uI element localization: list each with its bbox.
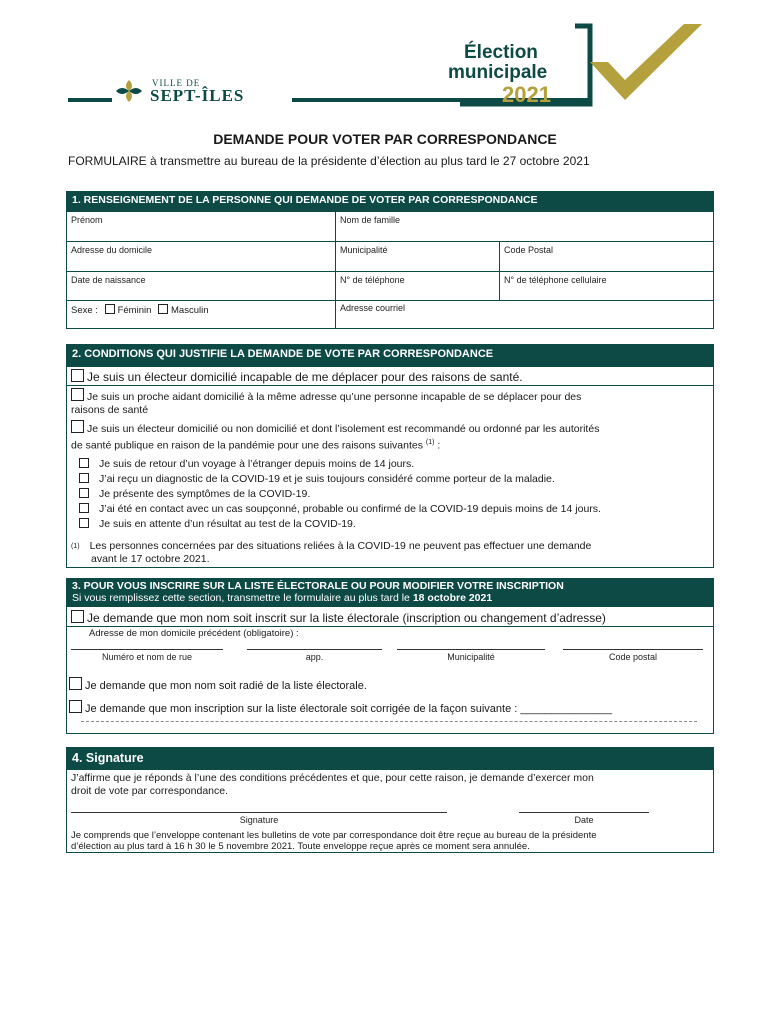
section4-heading: 4. Signature xyxy=(66,747,714,769)
list-item: Je suis de retour d’un voyage à l’étranger depuis moins de 14 jours. xyxy=(79,457,709,472)
code-postal-line[interactable] xyxy=(563,649,703,650)
municipalite-line-label: Municipalité xyxy=(447,652,495,662)
condition-3-label-a: Je suis un électeur domicilié ou non domicilié et dont l’isolement est recommandé ou ordonné par les autorités xyxy=(87,423,600,435)
election-badge xyxy=(440,22,710,112)
reason-checkbox[interactable] xyxy=(79,473,89,483)
envelope-note: Je comprends que l’enveloppe contenant les bulletins de vote par correspondance doit être reçue au bureau de la présidente d’élection au plus tard à 16 h 30 le 5 novembre 2021. Toute enveloppe reçue après ce moment sera annulée. xyxy=(71,830,597,852)
prev-address-label: Adresse de mon domicile précédent (obligatoire) : xyxy=(89,628,299,639)
sexe-label: Sexe : xyxy=(71,305,98,316)
fleur-emblem-icon xyxy=(112,76,146,106)
numero-label: Numéro et nom de rue xyxy=(101,652,193,662)
condition-3-label-b: de santé publique en raison de la pandémie pour une des raisons suivantes xyxy=(71,439,423,452)
app-line[interactable] xyxy=(247,649,382,650)
adresse-label: Adresse du domicile xyxy=(71,245,153,255)
nom-label: Nom de famille xyxy=(340,215,401,225)
correction-checkbox[interactable] xyxy=(69,700,82,713)
list-item: J’ai reçu un diagnostic de la COVID-19 et je suis toujours considéré comme porteur de la maladie. xyxy=(79,472,709,487)
signature-label: Signature xyxy=(239,815,279,825)
correction-line[interactable] xyxy=(81,721,697,722)
cellulaire-label: N° de téléphone cellulaire xyxy=(504,275,607,285)
section4-box xyxy=(66,769,714,853)
city-logo xyxy=(112,76,292,106)
section3-box xyxy=(66,606,714,734)
cellulaire-field[interactable] xyxy=(500,272,713,300)
condition-2-label-b: raisons de santé xyxy=(71,404,149,416)
telephone-label: N° de téléphone xyxy=(340,275,405,285)
radiation-option xyxy=(69,677,367,692)
municipalite-line[interactable] xyxy=(397,649,545,650)
section1-form xyxy=(66,211,714,329)
code-postal-label: Code Postal xyxy=(504,245,554,255)
election-year: 2021 xyxy=(502,82,551,107)
correction-option xyxy=(69,700,612,715)
prenom-field[interactable] xyxy=(67,212,335,241)
telephone-field[interactable] xyxy=(336,272,499,300)
page-subtitle: FORMULAIRE à transmettre au bureau de la présidente d’élection au plus tard le 27 octobre 2021 xyxy=(68,154,590,168)
adresse-field[interactable] xyxy=(67,242,335,271)
condition-1-checkbox[interactable] xyxy=(71,369,84,382)
condition-2-label-a: Je suis un proche aidant domicilié à la même adresse qu’une personne incapable de se déplacer pour des xyxy=(87,391,582,403)
nom-field[interactable] xyxy=(336,212,713,241)
reason-checkbox[interactable] xyxy=(79,488,89,498)
condition-3-colon: : xyxy=(437,439,441,452)
condition-option-3 xyxy=(71,420,711,453)
courriel-field[interactable] xyxy=(336,301,713,328)
section2-box xyxy=(66,366,714,568)
inscription-checkbox[interactable] xyxy=(71,610,84,623)
reason-checkbox[interactable] xyxy=(79,458,89,468)
reason-checkbox[interactable] xyxy=(79,503,89,513)
courriel-label: Adresse courriel xyxy=(340,303,406,313)
feminin-checkbox[interactable] xyxy=(105,304,115,314)
list-item: Je suis en attente d’un résultat au test de la COVID-19. xyxy=(79,517,709,532)
affirmation-text: J’affirme que je réponds à l’une des conditions précédentes et que, pour cette raison, je demande d’exercer mon droit de vote par correspondance. xyxy=(71,772,594,797)
radiation-checkbox[interactable] xyxy=(69,677,82,690)
footnote-text-b: avant le 17 octobre 2021. xyxy=(91,553,210,565)
section3-subtitle: Si vous remplissez cette section, transmettre le formulaire au plus tard le 18 octobre 2021 xyxy=(72,592,493,604)
condition-1-label: Je suis un électeur domicilié incapable de me déplacer pour des raisons de santé. xyxy=(87,370,523,384)
date-label: Date xyxy=(574,815,594,825)
section3-heading xyxy=(66,578,714,606)
footnote-text-a: Les personnes concernées par des situations reliées à la COVID-19 ne peuvent pas effectuer une demande xyxy=(89,540,592,552)
prenom-label: Prénom xyxy=(71,215,103,225)
header xyxy=(0,0,770,120)
signature-line[interactable] xyxy=(71,812,447,813)
municipalite-label: Municipalité xyxy=(340,245,388,255)
footnote-marker: (1) xyxy=(71,543,80,550)
condition-option-2 xyxy=(71,388,711,417)
section1-heading: 1. RENSEIGNEMENT DE LA PERSONNE QUI DEMANDE DE VOTER PAR CORRESPONDANCE xyxy=(66,191,714,211)
radiation-label: Je demande que mon nom soit radié de la liste électorale. xyxy=(85,680,367,692)
logo-name: SEPT-ÎLES xyxy=(150,86,245,105)
code-postal-line-label: Code postal xyxy=(608,652,658,662)
reason-checkbox[interactable] xyxy=(79,518,89,528)
numero-line[interactable] xyxy=(71,649,223,650)
section3-deadline: 18 octobre 2021 xyxy=(412,592,493,604)
section2-heading: 2. CONDITIONS QUI JUSTIFIE LA DEMANDE DE VOTE PAR CORRESPONDANCE xyxy=(66,344,714,366)
date-line[interactable] xyxy=(519,812,649,813)
page-title: DEMANDE POUR VOTER PAR CORRESPONDANCE xyxy=(213,131,557,147)
inscription-option xyxy=(71,610,606,625)
correction-label: Je demande que mon inscription sur la liste électorale soit corrigée de la façon suivante : _______________ xyxy=(85,703,613,715)
date-naissance-label: Date de naissance xyxy=(71,275,146,285)
code-postal-field[interactable] xyxy=(500,242,713,271)
inscription-label: Je demande que mon nom soit inscrit sur la liste électorale (inscription ou changement d’adresse) xyxy=(87,611,606,625)
date-naissance-field[interactable] xyxy=(67,272,335,300)
footnote-ref: (1) xyxy=(425,439,435,446)
condition-2-checkbox[interactable] xyxy=(71,388,84,401)
election-line1: Élection xyxy=(464,42,538,63)
masculin-checkbox[interactable] xyxy=(158,304,168,314)
municipalite-field[interactable] xyxy=(336,242,499,271)
condition-3-checkbox[interactable] xyxy=(71,420,84,433)
masculin-label: Masculin xyxy=(171,305,209,316)
feminin-label: Féminin xyxy=(117,305,152,316)
footnote xyxy=(71,540,711,566)
election-line2: municipale xyxy=(448,62,548,83)
logo-ville-de: VILLE DE xyxy=(152,78,201,88)
app-label: app. xyxy=(305,652,324,662)
condition-option-1 xyxy=(71,369,523,384)
sexe-row xyxy=(71,304,209,316)
reasons-list xyxy=(79,457,709,532)
list-item: J’ai été en contact avec un cas soupçonné, probable ou confirmé de la COVID-19 depuis moins de 14 jours. xyxy=(79,502,709,517)
list-item: Je présente des symptômes de la COVID-19. xyxy=(79,487,709,502)
section3-title: 3. POUR VOUS INSCRIRE SUR LA LISTE ÉLECTORALE OU POUR MODIFIER VOTRE INSCRIPTION xyxy=(72,580,564,592)
